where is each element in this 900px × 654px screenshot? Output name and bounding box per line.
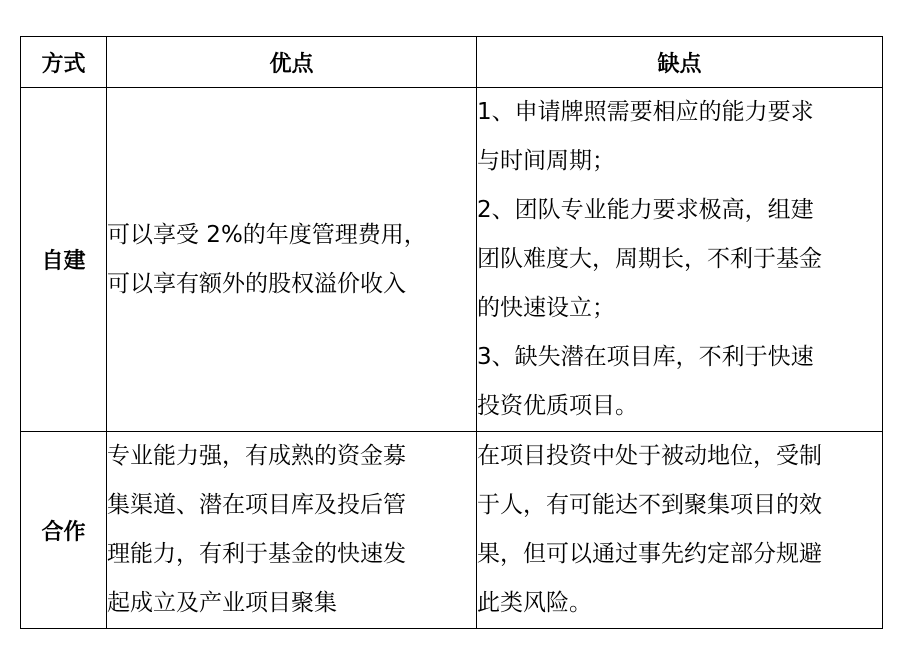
pros-line: 集渠道、潜在项目库及投后管 xyxy=(107,492,406,518)
header-row xyxy=(21,37,883,88)
cons-line: 2、团队专业能力要求极高，组建 xyxy=(477,197,814,223)
cons-line: 的快速设立； xyxy=(477,295,615,321)
cons-cell xyxy=(477,432,883,629)
table-row-self-build xyxy=(21,88,883,432)
cons-line: 团队难度大，周期长，不利于基金 xyxy=(477,246,822,272)
pros-line: 理能力，有利于基金的快速发 xyxy=(107,541,406,567)
header-pros: 优点 xyxy=(107,37,477,88)
pros-line: 可以享受 2%的年度管理费用， xyxy=(107,221,427,248)
header-method: 方式 xyxy=(21,37,107,88)
method-cell: 合作 xyxy=(21,432,107,629)
cons-line: 投资优质项目。 xyxy=(477,393,638,419)
pros-line: 可以享有额外的股权溢价收入 xyxy=(107,270,406,297)
pros-line: 专业能力强，有成熟的资金募 xyxy=(107,443,406,469)
pros-cell xyxy=(107,432,477,629)
cons-cell xyxy=(477,88,883,432)
cons-line: 3、缺失潜在项目库，不利于快速 xyxy=(477,344,814,370)
header-cons: 缺点 xyxy=(477,37,883,88)
cons-line: 此类风险。 xyxy=(477,590,592,616)
cons-line: 1、申请牌照需要相应的能力要求 xyxy=(477,99,814,125)
method-cell: 自建 xyxy=(21,88,107,432)
comparison-table xyxy=(20,36,883,629)
cons-line: 果，但可以通过事先约定部分规避 xyxy=(477,541,822,567)
cons-line: 于人，有可能达不到聚集项目的效 xyxy=(477,492,822,518)
pros-line: 起成立及产业项目聚集 xyxy=(107,590,337,616)
pros-cell xyxy=(107,88,477,432)
table-row-cooperation xyxy=(21,432,883,629)
cons-line: 在项目投资中处于被动地位，受制 xyxy=(477,443,822,469)
cons-line: 与时间周期； xyxy=(477,148,615,174)
